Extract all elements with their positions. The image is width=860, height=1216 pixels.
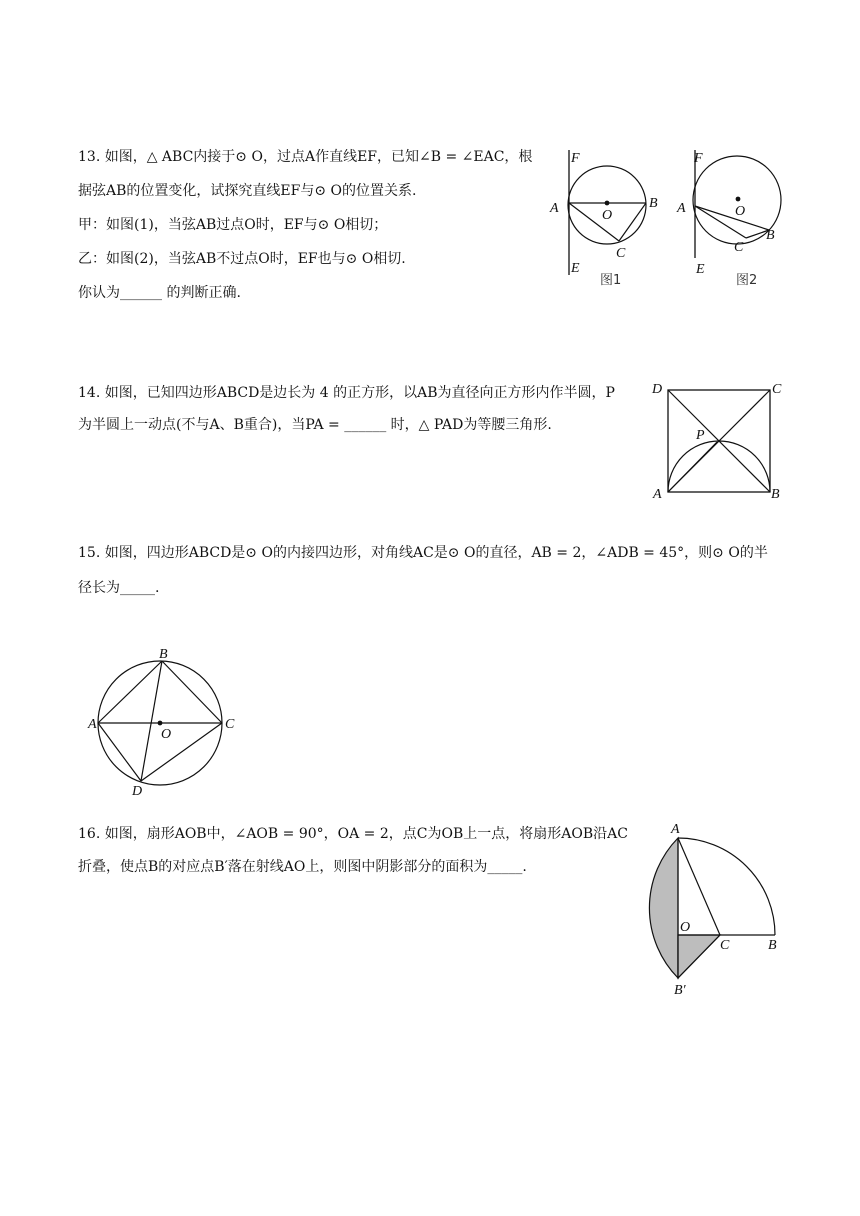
fig13a-label-O: O xyxy=(602,208,613,223)
fig14-label-B: B xyxy=(771,487,780,502)
fig16-label-Bprime: B′ xyxy=(674,983,686,998)
problem-16-line-2: 折叠，使点B的对应点B′落在射线AO上，则图中阴影部分的面积为_____. xyxy=(78,859,527,875)
fig15-label-O: O xyxy=(161,727,172,742)
fig14-label-P: P xyxy=(696,428,705,443)
fig16-label-B: B xyxy=(768,938,777,953)
fig13a-label-A: A xyxy=(550,201,559,216)
fig14-label-A: A xyxy=(653,487,662,502)
problem-15-line-2: 径长为_____. xyxy=(78,580,160,596)
fig13b-caption: 图2 xyxy=(736,273,758,288)
problem-13-line-3: 甲：如图(1)，当弦AB过点O时，EF与⊙ O相切； xyxy=(78,217,388,233)
fig13a-label-F: F xyxy=(571,151,580,166)
fig14-label-D: D xyxy=(652,382,663,397)
problem-15-figure xyxy=(86,644,246,799)
fig16-label-O: O xyxy=(680,920,691,935)
problem-13-line-1: 13. 如图，△ ABC内接于⊙ O，过点A作直线EF，已知∠B = ∠EAC，根 xyxy=(78,149,533,165)
fig13a-label-C: C xyxy=(616,246,626,261)
problem-14-figure xyxy=(648,375,788,503)
fig13b-label-B: B xyxy=(766,228,775,243)
fig13a-label-E: E xyxy=(571,261,580,276)
problem-14-line-1: 14. 如图，已知四边形ABCD是边长为 4 的正方形，以AB为直径向正方形内作半圆，P xyxy=(78,385,615,401)
fig15-label-D: D xyxy=(132,784,143,799)
problem-13-figure-1 xyxy=(545,145,670,295)
problem-13-line-2: 据弦AB的位置变化，试探究直线EF与⊙ O的位置关系. xyxy=(78,183,417,199)
fig15-label-B: B xyxy=(159,647,168,662)
fig13b-label-C: C xyxy=(734,240,744,255)
fig16-label-C: C xyxy=(720,938,730,953)
fig15-label-C: C xyxy=(225,717,235,732)
fig13a-caption: 图1 xyxy=(600,273,622,288)
problem-16-line-1: 16. 如图，扇形AOB中，∠AOB = 90°，OA = 2，点C为OB上一点，将扇形AOB沿AC xyxy=(78,826,628,842)
fig15-label-A: A xyxy=(88,717,97,732)
problem-13-line-4: 乙：如图(2)，当弦AB不过点O时，EF也与⊙ O相切. xyxy=(78,251,406,267)
fig16-label-A: A xyxy=(671,822,680,837)
problem-14-line-2: 为半圆上一动点(不与A、B重合)，当PA = ______ 时，△ PAD为等腰三角形. xyxy=(78,417,552,433)
problem-13-line-5: 你认为______ 的判断正确. xyxy=(78,285,241,301)
fig13b-label-A: A xyxy=(677,201,686,216)
fig13a-label-B: B xyxy=(649,196,658,211)
problem-15-line-1: 15. 如图，四边形ABCD是⊙ O的内接四边形，对角线AC是⊙ O的直径，AB = 2，∠ADB = 45°，则⊙ O的半 xyxy=(78,545,768,561)
fig13b-label-E: E xyxy=(696,262,705,277)
fig13b-label-F: F xyxy=(694,151,703,166)
fig13b-label-O: O xyxy=(735,204,746,219)
problem-16-figure xyxy=(640,820,790,998)
problem-13-figure-2 xyxy=(672,145,790,295)
fig14-label-C: C xyxy=(772,382,782,397)
